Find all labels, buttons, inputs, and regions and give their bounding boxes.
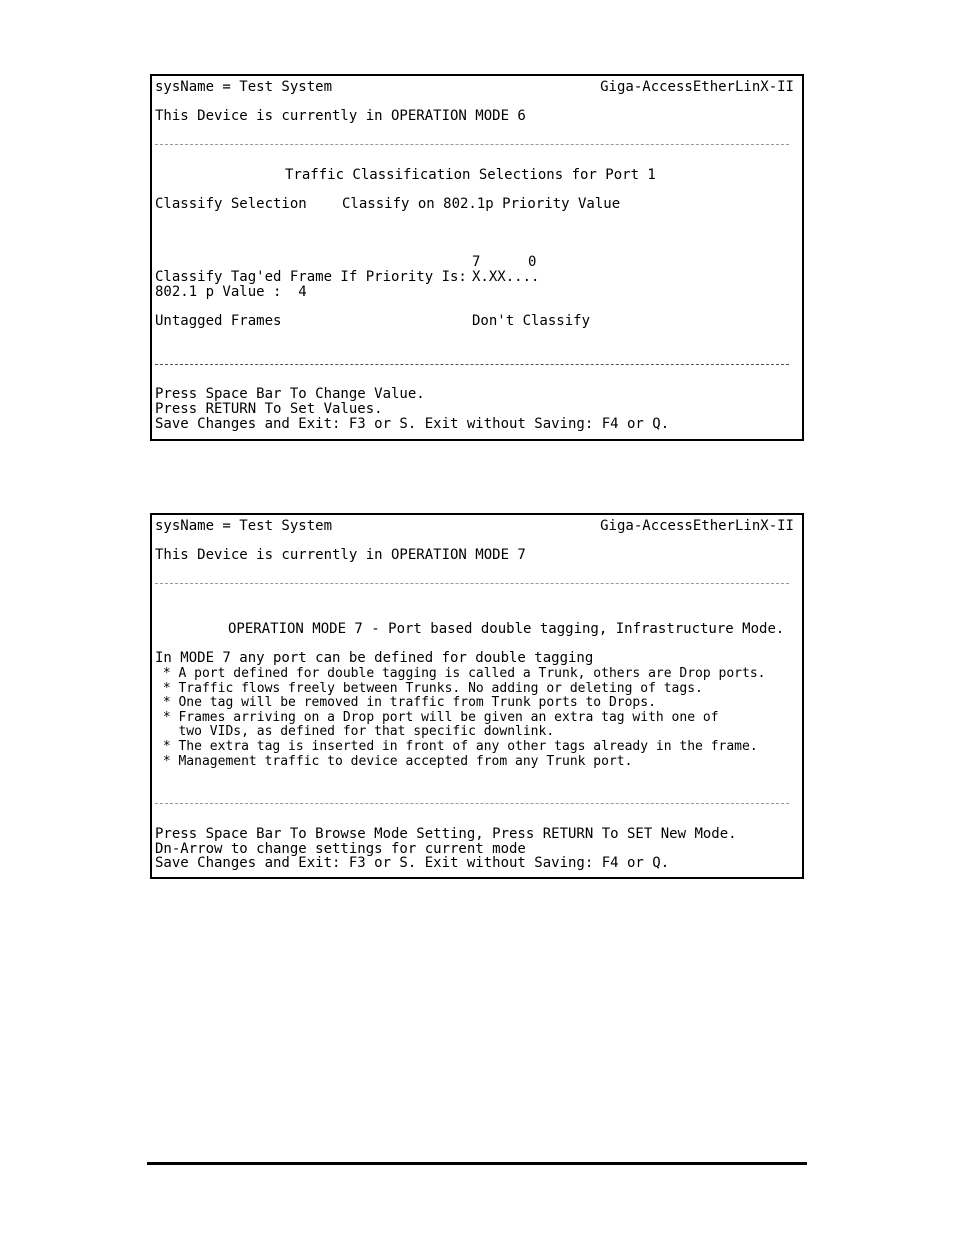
- divider: [155, 583, 789, 584]
- screen-heading: OPERATION MODE 7 - Port based double tagging, Infrastructure Mode.: [228, 621, 785, 637]
- help-line-1: Press Space Bar To Change Value.: [155, 386, 425, 402]
- p-value-line[interactable]: 802.1 p Value : 4: [155, 284, 307, 300]
- list-item: * Frames arriving on a Drop port will be given an extra tag with one of: [155, 710, 719, 725]
- untagged-frames-value[interactable]: Don't Classify: [472, 313, 591, 329]
- page-footer-rule: [147, 1162, 807, 1165]
- list-item: * Management traffic to device accepted from any Trunk port.: [155, 754, 633, 769]
- list-item: * A port defined for double tagging is called a Trunk, others are Drop ports.: [155, 666, 766, 681]
- terminal-screen-traffic-classification: [150, 74, 804, 441]
- untagged-frames-label: Untagged Frames: [155, 313, 282, 329]
- sysname-text: sysName = Test System: [155, 79, 333, 95]
- product-name: Giga-AccessEtherLinX-II: [600, 518, 794, 534]
- product-name: Giga-AccessEtherLinX-II: [600, 79, 794, 95]
- divider: [155, 364, 789, 365]
- priority-bit-low: 0: [528, 254, 537, 270]
- divider: [155, 803, 789, 804]
- priority-bit-high: 7: [472, 254, 481, 270]
- list-item: * Traffic flows freely between Trunks. No adding or deleting of tags.: [155, 681, 703, 696]
- help-line-3: Save Changes and Exit: F3 or S. Exit without Saving: F4 or Q.: [155, 855, 670, 871]
- classify-selection-value[interactable]: Classify on 802.1p Priority Value: [342, 196, 621, 212]
- sysname-text: sysName = Test System: [155, 518, 333, 534]
- help-line-1: Press Space Bar To Browse Mode Setting, Press RETURN To SET New Mode.: [155, 826, 737, 842]
- list-item: two VIDs, as defined for that specific downlink.: [155, 724, 555, 739]
- operation-mode-line: This Device is currently in OPERATION MODE 6: [155, 108, 526, 124]
- tagged-frame-priority-mask[interactable]: X.XX....: [472, 269, 540, 285]
- help-line-2: Dn-Arrow to change settings for current mode: [155, 841, 526, 857]
- terminal-screen-operation-mode-7: [150, 513, 804, 879]
- mode-intro-text: In MODE 7 any port can be defined for double tagging: [155, 650, 594, 666]
- list-item: * The extra tag is inserted in front of any other tags already in the frame.: [155, 739, 758, 754]
- operation-mode-line: This Device is currently in OPERATION MODE 7: [155, 547, 526, 563]
- screen-heading: Traffic Classification Selections for Port 1: [285, 167, 656, 183]
- tagged-frame-label: Classify Tag'ed Frame If Priority Is:: [155, 269, 467, 285]
- divider: [155, 144, 789, 145]
- help-line-2: Press RETURN To Set Values.: [155, 401, 383, 417]
- classify-selection-label: Classify Selection: [155, 196, 307, 212]
- help-line-3: Save Changes and Exit: F3 or S. Exit without Saving: F4 or Q.: [155, 416, 670, 432]
- list-item: * One tag will be removed in traffic from Trunk ports to Drops.: [155, 695, 656, 710]
